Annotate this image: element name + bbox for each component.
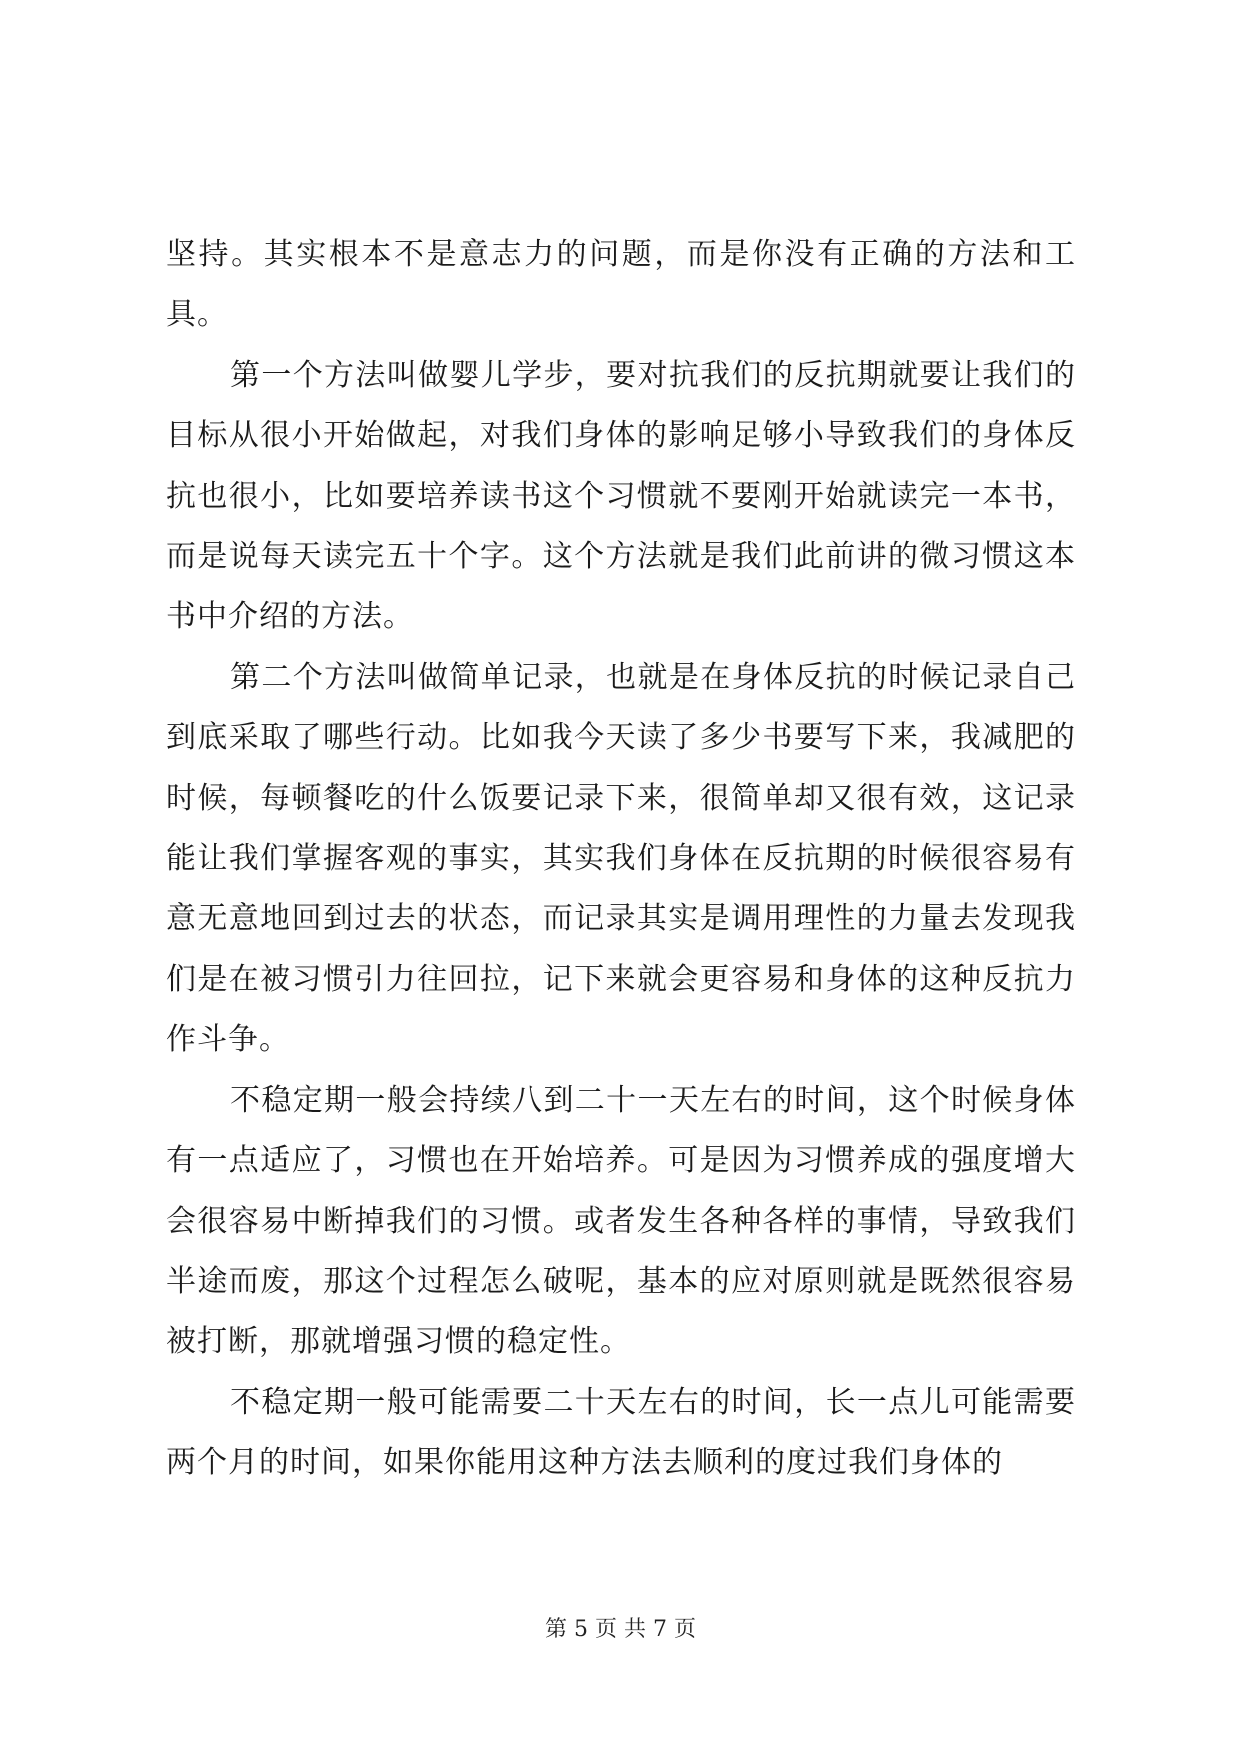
page-number-label: 第 5 页 共 7 页 bbox=[545, 1617, 696, 1642]
paragraph-5: 不稳定期一般可能需要二十天左右的时间，长一点儿可能需要两个月的时间，如果你能用这种方法去顺利的度过我们身体的 bbox=[166, 1384, 1076, 1481]
document-body bbox=[166, 225, 1076, 1494]
paragraph-2: 第一个方法叫做婴儿学步，要对抗我们的反抗期就要让我们的目标从很小开始做起，对我们身体的影响足够小导致我们的身体反抗也很小，比如要培养读书这个习惯就不要刚开始就读完一本书，而是说每天读完五十个字。这个方法就是我们此前讲的微习惯这本书中介绍的方法。 bbox=[166, 357, 1076, 635]
paragraph-3: 第二个方法叫做简单记录，也就是在身体反抗的时候记录自己到底采取了哪些行动。比如我今天读了多少书要写下来，我减肥的时候，每顿餐吃的什么饭要记录下来，很简单却又很有效，这记录能让我们掌握客观的事实，其实我们身体在反抗期的时候很容易有意无意地回到过去的状态，而记录其实是调用理性的力量去发现我们是在被习惯引力往回拉，记下来就会更容易和身体的这种反抗力作斗争。 bbox=[166, 659, 1076, 1058]
paragraph-4: 不稳定期一般会持续八到二十一天左右的时间，这个时候身体有一点适应了，习惯也在开始培养。可是因为习惯养成的强度增大会很容易中断掉我们的习惯。或者发生各种各样的事情，导致我们半途而废，那这个过程怎么破呢，基本的应对原则就是既然很容易被打断，那就增强习惯的稳定性。 bbox=[166, 1082, 1076, 1360]
page-footer bbox=[0, 1612, 1241, 1643]
paragraph-1: 坚持。其实根本不是意志力的问题，而是你没有正确的方法和工具。 bbox=[166, 237, 1076, 333]
